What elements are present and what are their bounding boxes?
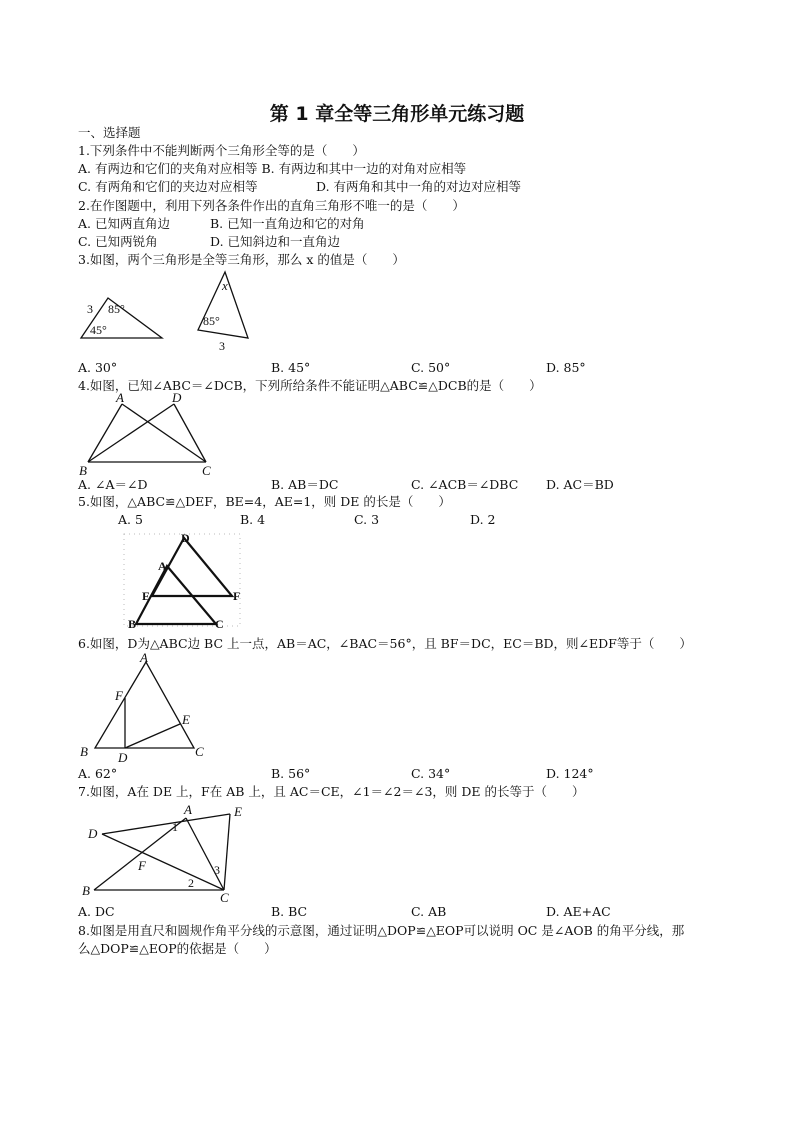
q2-stem: 2.在作图题中，利用下列各条件作出的直角三角形不唯一的是（ ） (78, 198, 465, 213)
q4-option-b: B. AB＝DC (271, 477, 339, 492)
q2-option-c: C. 已知两锐角 (78, 234, 158, 249)
q6-option-d: D. 124° (546, 766, 594, 781)
q3-angle-label-2: 45° (90, 323, 107, 337)
q7-stem: 7.如图，A在 DE 上，F在 AB 上，且 AC＝CE，∠1＝∠2＝∠3，则 DE 的长等于（ ） (78, 784, 585, 799)
page-title: 第 1 章全等三角形单元练习题 (269, 103, 525, 125)
q5-stem: 5.如图，△ABC≌△DEF，BE=4，AE=1，则 DE 的长是（ ） (78, 494, 451, 509)
q7-label-e: E (234, 804, 242, 819)
q5-label-d: D (181, 531, 190, 545)
q4-option-a: A. ∠A＝∠D (78, 477, 148, 492)
q6-label-d: D (118, 750, 128, 765)
q5-figure (122, 530, 246, 630)
q6-stem: 6.如图，D为△ABC边 BC 上一点，AB＝AC，∠BAC＝56°，且 BF＝DC，EC＝BD，则∠EDF等于（ ） (78, 636, 692, 651)
q4-label-b: B (79, 463, 87, 478)
q3-option-b: B. 45° (271, 360, 311, 375)
q1-stem: 1.下列条件中不能判断两个三角形全等的是（ ） (78, 143, 365, 158)
q3-stem: 3.如图，两个三角形是全等三角形，那么 x 的值是（ ） (78, 252, 405, 267)
q5-label-e: E (142, 589, 151, 603)
q6-figure (76, 650, 216, 765)
q7-label-a: A (184, 802, 192, 817)
q6-option-a: A. 62° (78, 766, 118, 781)
q6-label-c: C (195, 744, 204, 759)
q4-figure (78, 392, 218, 478)
q5-option-d: D. 2 (470, 512, 496, 527)
q3-angle-label-3: 85° (203, 314, 220, 328)
q5-option-c: C. 3 (354, 512, 380, 527)
q2-option-b: B. 已知一直角边和它的对角 (210, 216, 365, 231)
q8-stem-line-2: 么△DOP≌△EOP的依据是（ ） (78, 941, 277, 956)
q4-label-a: A (116, 390, 124, 405)
q4-option-d: D. AC＝BD (546, 477, 614, 492)
q1-option-c: C. 有两角和它们的夹边对应相等 (78, 179, 258, 194)
q3-x-label: x (222, 278, 228, 293)
q1-options-ab: A. 有两边和它们的夹角对应相等 B. 有两边和其中一边的对角对应相等 (78, 161, 467, 176)
q6-option-b: B. 56° (271, 766, 311, 781)
q7-option-a: A. DC (78, 904, 115, 919)
q7-label-b: B (82, 883, 90, 898)
q5-label-f: F (233, 589, 241, 603)
section-heading: 一、选择题 (78, 125, 141, 140)
q7-angle-2: 2 (188, 876, 194, 890)
q1-option-d: D. 有两角和其中一角的对边对应相等 (316, 179, 522, 194)
q5-option-a: A. 5 (118, 512, 143, 527)
q4-stem: 4.如图，已知∠ABC＝∠DCB，下列所给条件不能证明△ABC≌△DCB的是（ ） (78, 378, 542, 393)
q3-figure-right (190, 270, 270, 360)
q4-label-c: C (202, 463, 211, 478)
q6-label-a: A (140, 650, 148, 665)
q5-label-c: C (215, 617, 224, 631)
q2-option-a: A. 已知两直角边 (78, 216, 170, 231)
q6-option-c: C. 34° (411, 766, 451, 781)
q6-label-e: E (182, 712, 190, 727)
q3-angle-label-1: 85° (108, 302, 125, 316)
q3-side-label-2: 3 (219, 339, 225, 353)
q3-side-label-1: 3 (87, 302, 93, 316)
q7-option-c: C. AB (411, 904, 447, 919)
q3-option-d: D. 85° (546, 360, 586, 375)
q6-label-f: F (115, 688, 123, 703)
q2-option-d: D. 已知斜边和一直角边 (210, 234, 341, 249)
q8-stem-line-1: 8.如图是用直尺和圆规作角平分线的示意图，通过证明△DOP≌△EOP可以说明 OC 是∠AOB 的角平分线，那 (78, 923, 685, 938)
q7-option-b: B. BC (271, 904, 308, 919)
q7-label-c: C (220, 890, 229, 905)
q7-angle-3: 3 (214, 863, 220, 877)
q4-label-d: D (172, 390, 182, 405)
q3-option-c: C. 50° (411, 360, 451, 375)
q7-angle-1: 1 (172, 820, 178, 834)
q7-option-d: D. AE+AC (546, 904, 611, 919)
q7-label-f: F (138, 858, 146, 873)
q6-label-b: B (80, 744, 88, 759)
q5-label-b: B (128, 617, 137, 631)
q3-option-a: A. 30° (78, 360, 118, 375)
q5-option-b: B. 4 (240, 512, 266, 527)
q5-label-a: A (158, 559, 167, 573)
q7-label-d: D (88, 826, 98, 841)
q7-figure (82, 800, 252, 904)
q4-option-c: C. ∠ACB＝∠DBC (411, 477, 519, 492)
